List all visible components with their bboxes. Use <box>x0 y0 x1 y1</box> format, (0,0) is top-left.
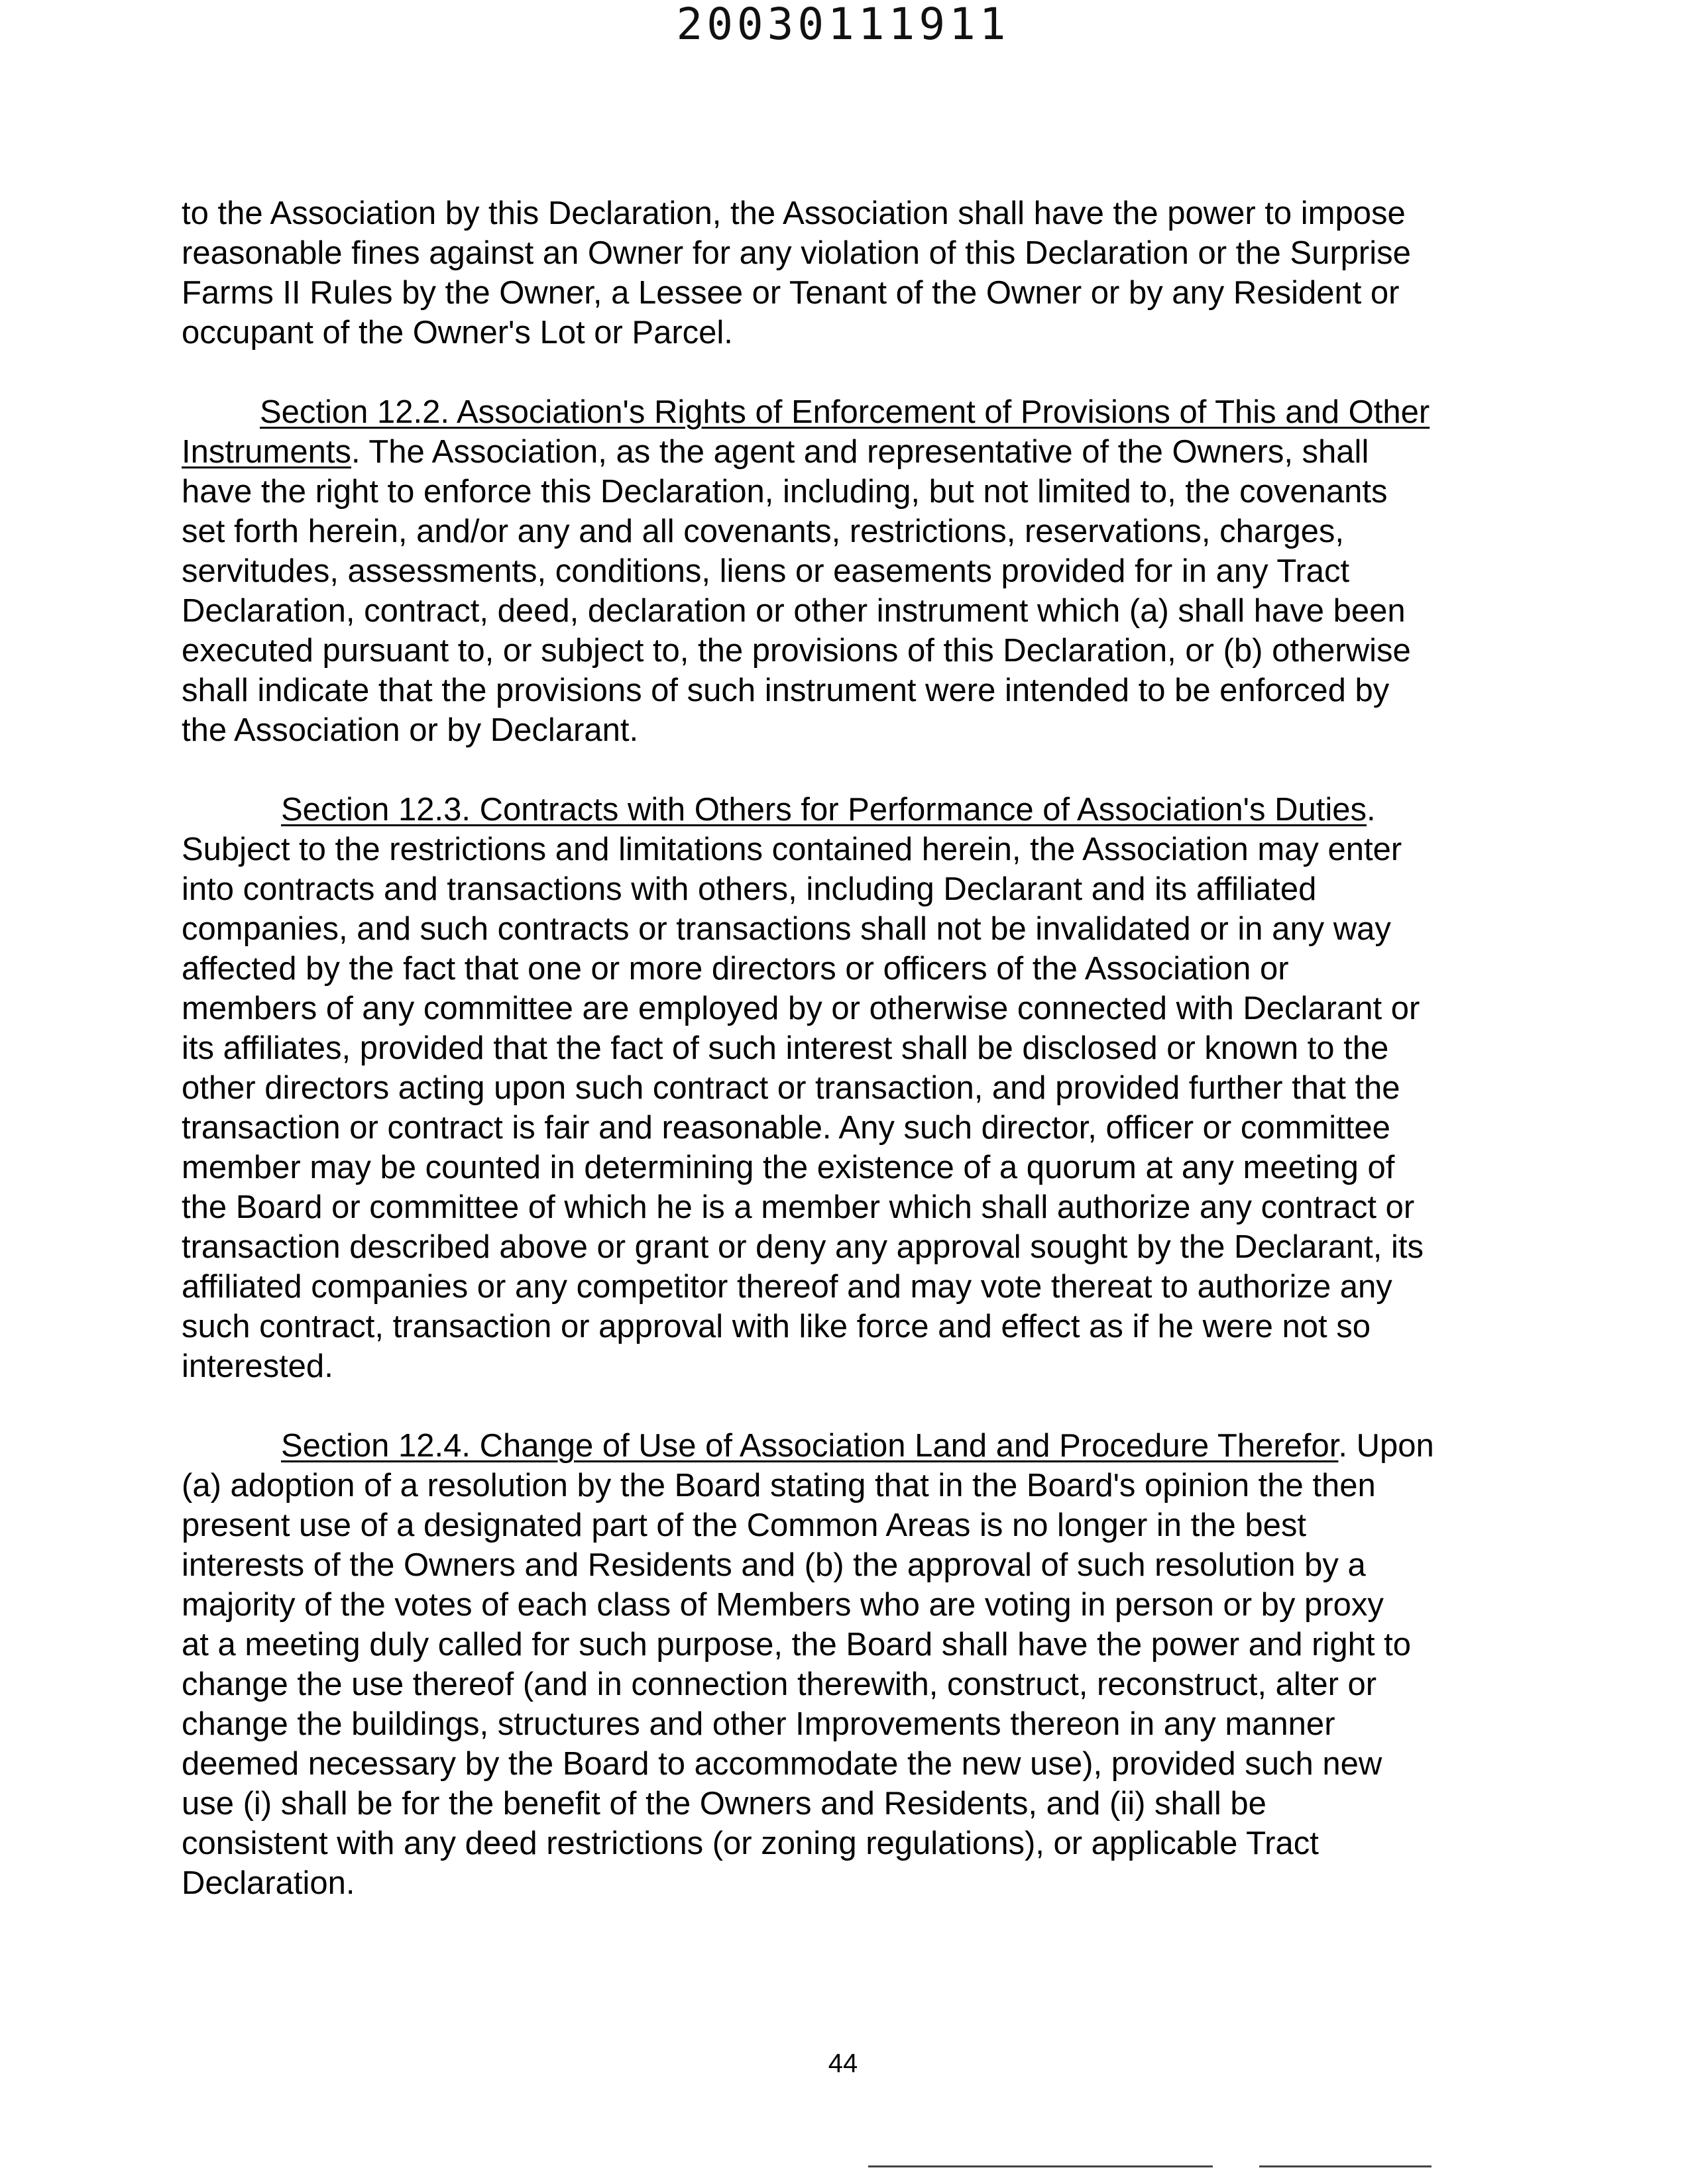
text-line: interests of the Owners and Residents and (b) the approval of such resolution by a <box>182 1547 1366 1583</box>
section-12-2-heading-line-2: Instruments <box>182 434 351 470</box>
text-line: Declaration. <box>182 1865 355 1901</box>
text-line: executed pursuant to, or subject to, the provisions of this Declaration, or (b) otherwise <box>182 633 1411 669</box>
text-line: deemed necessary by the Board to accommodate the new use), provided such new <box>182 1746 1382 1782</box>
section-12-2-lead-text: . The Association, as the agent and representative of the Owners, shall <box>351 434 1369 470</box>
text-line: (a) adoption of a resolution by the Board stating that in the Board's opinion the then <box>182 1468 1376 1503</box>
text-line: companies, and such contracts or transactions shall not be invalidated or in any way <box>182 911 1391 947</box>
text-line: have the right to enforce this Declaration, including, but not limited to, the covenants <box>182 474 1388 510</box>
section-12-4-lead-text: . Upon <box>1338 1428 1434 1464</box>
text-line: members of any committee are employed by or otherwise connected with Declarant or <box>182 991 1420 1026</box>
text-line: member may be counted in determining the existence of a quorum at any meeting of <box>182 1150 1395 1185</box>
text-line: use (i) shall be for the benefit of the Owners and Residents, and (ii) shall be <box>182 1786 1266 1822</box>
paragraph-section-12-3 <box>182 790 1461 1386</box>
text-line: other directors acting upon such contract or transaction, and provided further that the <box>182 1070 1400 1106</box>
text-line: transaction described above or grant or deny any approval sought by the Declarant, its <box>182 1229 1424 1265</box>
text-line: shall indicate that the provisions of such instrument were intended to be enforced by <box>182 673 1390 708</box>
text-line: the Board or committee of which he is a member which shall authorize any contract or <box>182 1189 1415 1225</box>
text-line: majority of the votes of each class of Members who are voting in person or by proxy <box>182 1587 1384 1623</box>
paragraph-12-1-continuation <box>182 193 1461 353</box>
text-line: affected by the fact that one or more directors or officers of the Association or <box>182 951 1289 987</box>
paragraph-section-12-4 <box>182 1426 1461 1903</box>
section-12-2-heading-line-1: Section 12.2. Association's Rights of Enforcement of Provisions of This and Other <box>260 394 1430 430</box>
text-line: change the buildings, structures and other Improvements thereon in any manner <box>182 1706 1335 1742</box>
scan-artifact-line <box>868 2165 1213 2167</box>
text-line: consistent with any deed restrictions (or zoning regulations), or applicable Tract <box>182 1826 1319 1861</box>
text-line: into contracts and transactions with others, including Declarant and its affiliated <box>182 871 1317 907</box>
text-line: reasonable fines against an Owner for any violation of this Declaration or the Surprise <box>182 235 1411 271</box>
text-line: occupant of the Owner's Lot or Parcel. <box>182 315 733 351</box>
section-12-3-heading-punct: . <box>1366 792 1376 828</box>
section-12-4-heading: Section 12.4. Change of Use of Association Land and Procedure Therefor <box>281 1428 1339 1464</box>
text-line: at a meeting duly called for such purpose, the Board shall have the power and right to <box>182 1627 1411 1663</box>
document-body <box>182 193 1461 1943</box>
text-line: present use of a designated part of the Common Areas is no longer in the best <box>182 1507 1306 1543</box>
text-line: its affiliates, provided that the fact of such interest shall be disclosed or known to the <box>182 1030 1389 1066</box>
paragraph-section-12-2 <box>182 392 1461 750</box>
text-line: Declaration, contract, deed, declaration or other instrument which (a) shall have been <box>182 593 1406 629</box>
text-line: Farms II Rules by the Owner, a Lessee or Tenant of the Owner or by any Resident or <box>182 275 1400 311</box>
text-line: servitudes, assessments, conditions, liens or easements provided for in any Tract <box>182 553 1350 589</box>
text-line: interested. <box>182 1348 333 1384</box>
text-line: set forth herein, and/or any and all covenants, restrictions, reservations, charges, <box>182 514 1345 549</box>
text-line: to the Association by this Declaration, the Association shall have the power to impose <box>182 195 1406 231</box>
text-line: change the use thereof (and in connection therewith, construct, reconstruct, alter or <box>182 1666 1377 1702</box>
section-12-3-heading: Section 12.3. Contracts with Others for Performance of Association's Duties <box>281 792 1367 828</box>
page-number: 44 <box>828 2049 858 2078</box>
text-line: such contract, transaction or approval with like force and effect as if he were not so <box>182 1309 1371 1344</box>
text-line: transaction or contract is fair and reasonable. Any such director, officer or committee <box>182 1110 1390 1146</box>
document-number: 20030111911 <box>676 0 1010 50</box>
text-line: Subject to the restrictions and limitations contained herein, the Association may enter <box>182 832 1402 867</box>
text-line: the Association or by Declarant. <box>182 712 639 748</box>
scan-artifact-line <box>1259 2165 1432 2167</box>
text-line: affiliated companies or any competitor thereof and may vote thereat to authorize any <box>182 1269 1392 1305</box>
